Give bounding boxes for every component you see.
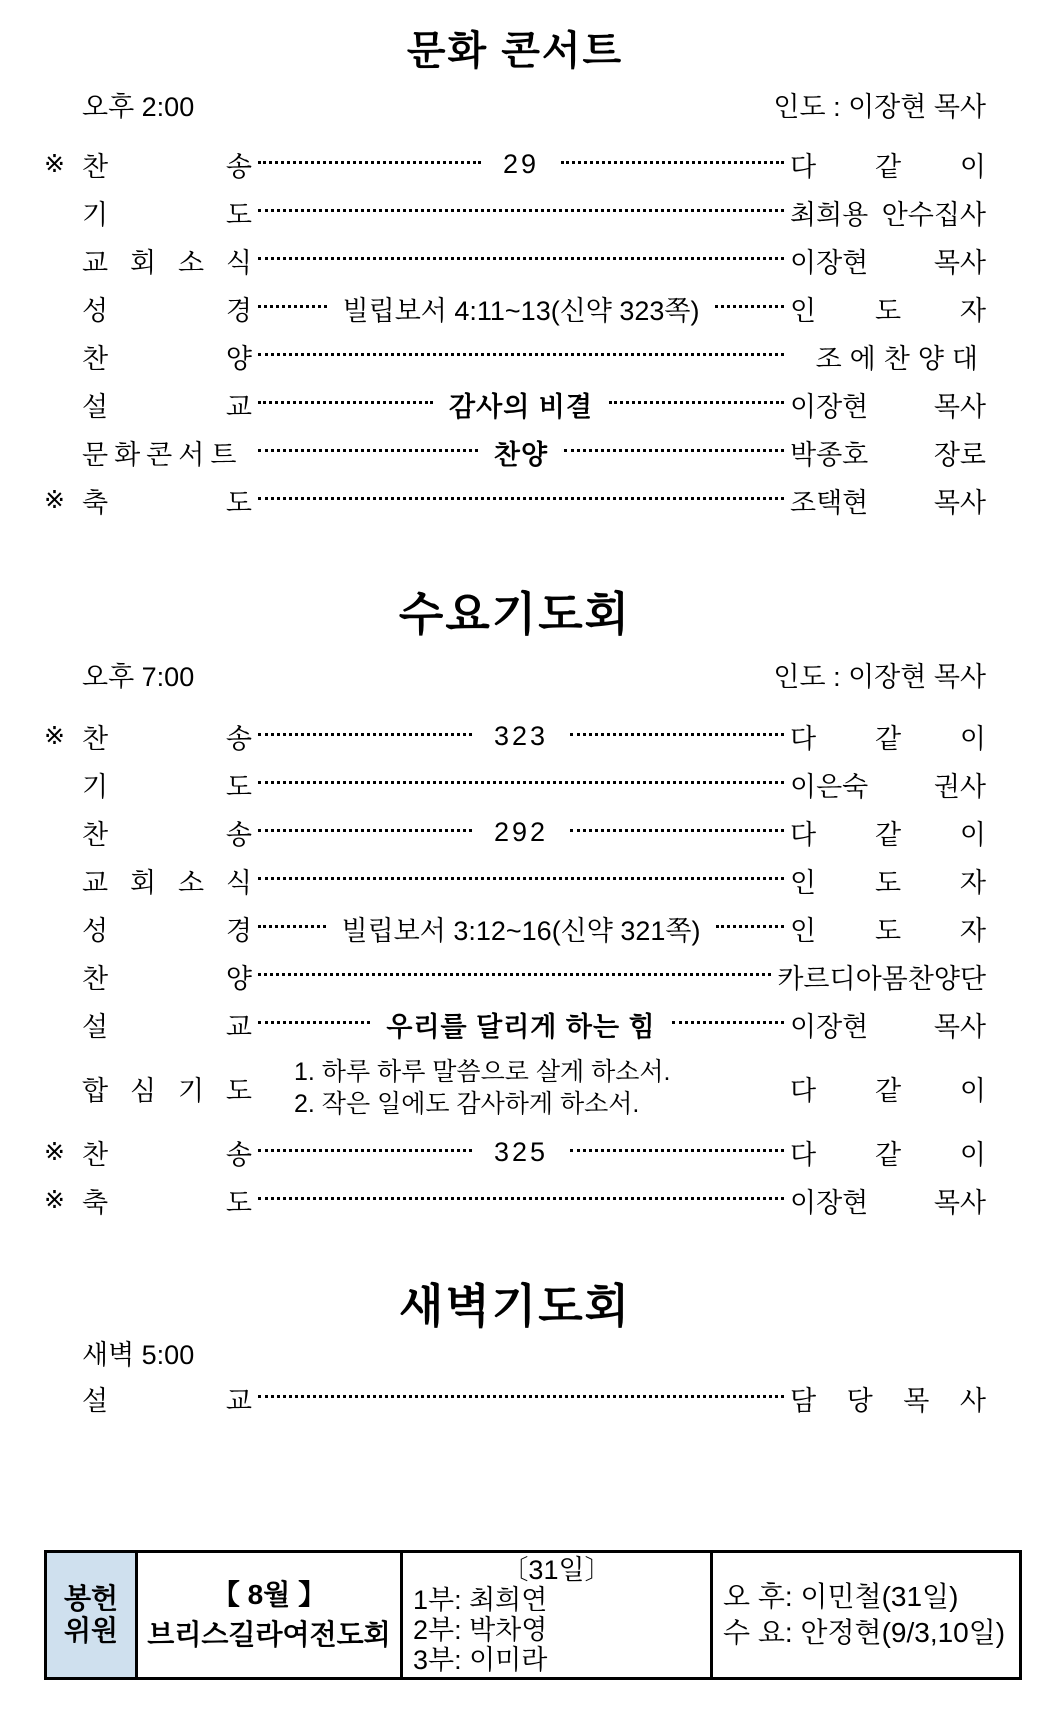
star-marker: ※ (44, 486, 65, 514)
dot-leader (258, 257, 784, 260)
item-label: 찬 양 (82, 343, 252, 374)
schedule-cell (712, 1552, 1021, 1679)
sermon-title: 우리를 달리게 하는 힘 (386, 1011, 656, 1042)
dot-leader (716, 925, 784, 928)
dot-leader (258, 1149, 472, 1152)
service-leader: 인도 : 이장현 목사 (773, 662, 986, 692)
program-row (44, 428, 986, 476)
program-row (44, 712, 986, 760)
dot-leader (258, 1197, 784, 1200)
dot-leader (258, 733, 472, 736)
item-person: 이장현 목사 (790, 247, 986, 278)
item-person: 카르디아몸찬양단 (777, 963, 986, 994)
dot-leader (258, 829, 472, 832)
dot-leader (258, 877, 784, 880)
star-marker: ※ (44, 722, 65, 750)
sermon-title: 감사의 비결 (449, 391, 593, 422)
program-row (44, 1128, 986, 1176)
part-3: 3부: 이미라 (413, 1645, 548, 1675)
program-row (44, 1000, 986, 1048)
item-label: 합 심 기 도 (82, 1075, 252, 1106)
program-row (44, 188, 986, 236)
dot-leader (715, 305, 784, 308)
hymn-number: 292 (493, 816, 549, 847)
item-person: 다 같 이 (790, 1139, 986, 1170)
program-list (44, 1374, 986, 1422)
program-row (44, 476, 986, 524)
item-person: 이은숙 권사 (790, 771, 986, 802)
dot-leader (258, 305, 327, 308)
item-label: 성 경 (82, 295, 252, 326)
item-label: 설 교 (82, 1385, 252, 1416)
item-label: 교 회 소 식 (82, 247, 252, 278)
dot-leader (258, 1021, 370, 1024)
part-2: 2부: 박차영 (413, 1615, 548, 1645)
dot-leader (570, 1149, 784, 1152)
hymn-number: 29 (502, 148, 540, 179)
scripture-reference: 빌립보서 4:11~13(신약 323쪽) (342, 295, 700, 326)
header-line-1: 봉헌 (63, 1583, 119, 1614)
item-label: 설 교 (82, 391, 252, 422)
item-label: 설 교 (82, 1011, 252, 1042)
dot-leader (258, 209, 784, 212)
offering-committee-table (44, 1550, 1022, 1680)
item-label: 기 도 (82, 199, 252, 230)
prayer-topics (252, 1056, 790, 1120)
section-meta (44, 1338, 986, 1372)
dot-leader (609, 401, 784, 404)
item-label: 찬 송 (82, 1139, 252, 1170)
program-row-united-prayer (44, 1048, 986, 1128)
dot-leader (672, 1021, 784, 1024)
item-person: 인 도 자 (790, 295, 987, 326)
program-row (44, 952, 986, 1000)
item-person: 인 도 자 (790, 915, 986, 946)
service-parts-cell (402, 1552, 712, 1679)
star-marker: ※ (44, 1138, 65, 1166)
item-label: 교 회 소 식 (82, 867, 252, 898)
item-label: 기 도 (82, 771, 252, 802)
dot-leader (258, 449, 478, 452)
service-leader: 인도 : 이장현 목사 (773, 92, 986, 122)
dot-leader (570, 829, 784, 832)
month-group-cell (137, 1552, 402, 1679)
item-person: 이장현 목사 (790, 1187, 986, 1218)
table-header-cell (46, 1552, 137, 1679)
item-person: 최희용 안수집사 (790, 199, 986, 230)
item-label: 찬 송 (82, 151, 252, 182)
dot-leader (258, 401, 433, 404)
item-person: 다 같 이 (790, 819, 986, 850)
program-row (44, 904, 986, 952)
dot-leader (258, 1395, 784, 1398)
program-list (44, 712, 986, 1224)
program-row (44, 1374, 986, 1422)
item-person: 이장현 목사 (790, 391, 987, 422)
prayer-topic-2: 2. 작은 일에도 감사하게 하소서. (294, 1090, 640, 1118)
header-line-2: 위원 (63, 1615, 119, 1646)
program-row (44, 380, 986, 428)
hymn-number: 325 (493, 1136, 549, 1167)
item-label: 찬 송 (82, 819, 252, 850)
program-row (44, 332, 986, 380)
item-person: 이장현 목사 (790, 1011, 986, 1042)
item-person: 다 같 이 (790, 1075, 986, 1106)
dot-leader (258, 973, 771, 976)
service-time: 새벽 5:00 (82, 1340, 195, 1370)
dot-leader (258, 353, 784, 356)
section-meta (44, 660, 986, 694)
section-title: 새벽기도회 (398, 1280, 632, 1332)
afternoon-assignee: 오 후: 이민철(31일) (723, 1581, 959, 1612)
service-time: 오후 2:00 (82, 92, 195, 122)
section-title: 수요기도회 (398, 588, 632, 640)
item-label: 축 도 (82, 487, 252, 518)
date-heading: 〔31일〕 (501, 1555, 612, 1585)
month-label: 【 8월 】 (211, 1579, 327, 1610)
section-wednesday-prayer (44, 588, 986, 1224)
service-time: 오후 7:00 (82, 662, 195, 692)
program-row (44, 140, 986, 188)
item-label: 찬 양 (82, 963, 252, 994)
group-name: 브리스길라여전도회 (147, 1619, 391, 1650)
dot-leader (258, 497, 784, 500)
item-person: 조에찬양대 (815, 343, 986, 374)
table-row (46, 1552, 1021, 1679)
program-row (44, 856, 986, 904)
item-person: 인 도 자 (790, 867, 986, 898)
star-marker: ※ (44, 1186, 65, 1214)
part-1: 1부: 최희연 (413, 1585, 548, 1615)
item-label: 축 도 (82, 1187, 252, 1218)
item-person: 다 같 이 (790, 723, 986, 754)
program-list (44, 140, 986, 524)
section-dawn-prayer (44, 1280, 986, 1422)
dot-leader (561, 161, 784, 164)
scripture-reference: 빌립보서 3:12~16(신약 321쪽) (341, 915, 701, 946)
program-row (44, 808, 986, 856)
prayer-topic-1: 1. 하루 하루 말씀으로 살게 하소서. (294, 1058, 671, 1086)
dot-leader (258, 161, 481, 164)
item-label: 찬 송 (82, 723, 252, 754)
concert-title: 찬양 (493, 439, 549, 470)
program-row (44, 236, 986, 284)
section-meta (44, 90, 986, 124)
wednesday-assignee: 수 요: 안정현(9/3,10일) (723, 1617, 1006, 1648)
program-row (44, 1176, 986, 1224)
program-row (44, 284, 986, 332)
star-marker: ※ (44, 150, 65, 178)
dot-leader (258, 781, 784, 784)
dot-leader (564, 449, 784, 452)
item-person: 담 당 목 사 (790, 1385, 986, 1416)
dot-leader (258, 925, 326, 928)
item-person: 다 같 이 (790, 151, 987, 182)
item-person: 박종호 장로 (790, 439, 987, 470)
hymn-number: 323 (493, 720, 549, 751)
item-label: 성 경 (82, 915, 252, 946)
dot-leader (570, 733, 784, 736)
section-culture-concert (44, 28, 986, 524)
program-row (44, 760, 986, 808)
item-person: 조택현 목사 (790, 487, 986, 518)
section-title: 문화 콘서트 (406, 29, 624, 73)
item-label: 문화콘서트 (82, 439, 243, 470)
